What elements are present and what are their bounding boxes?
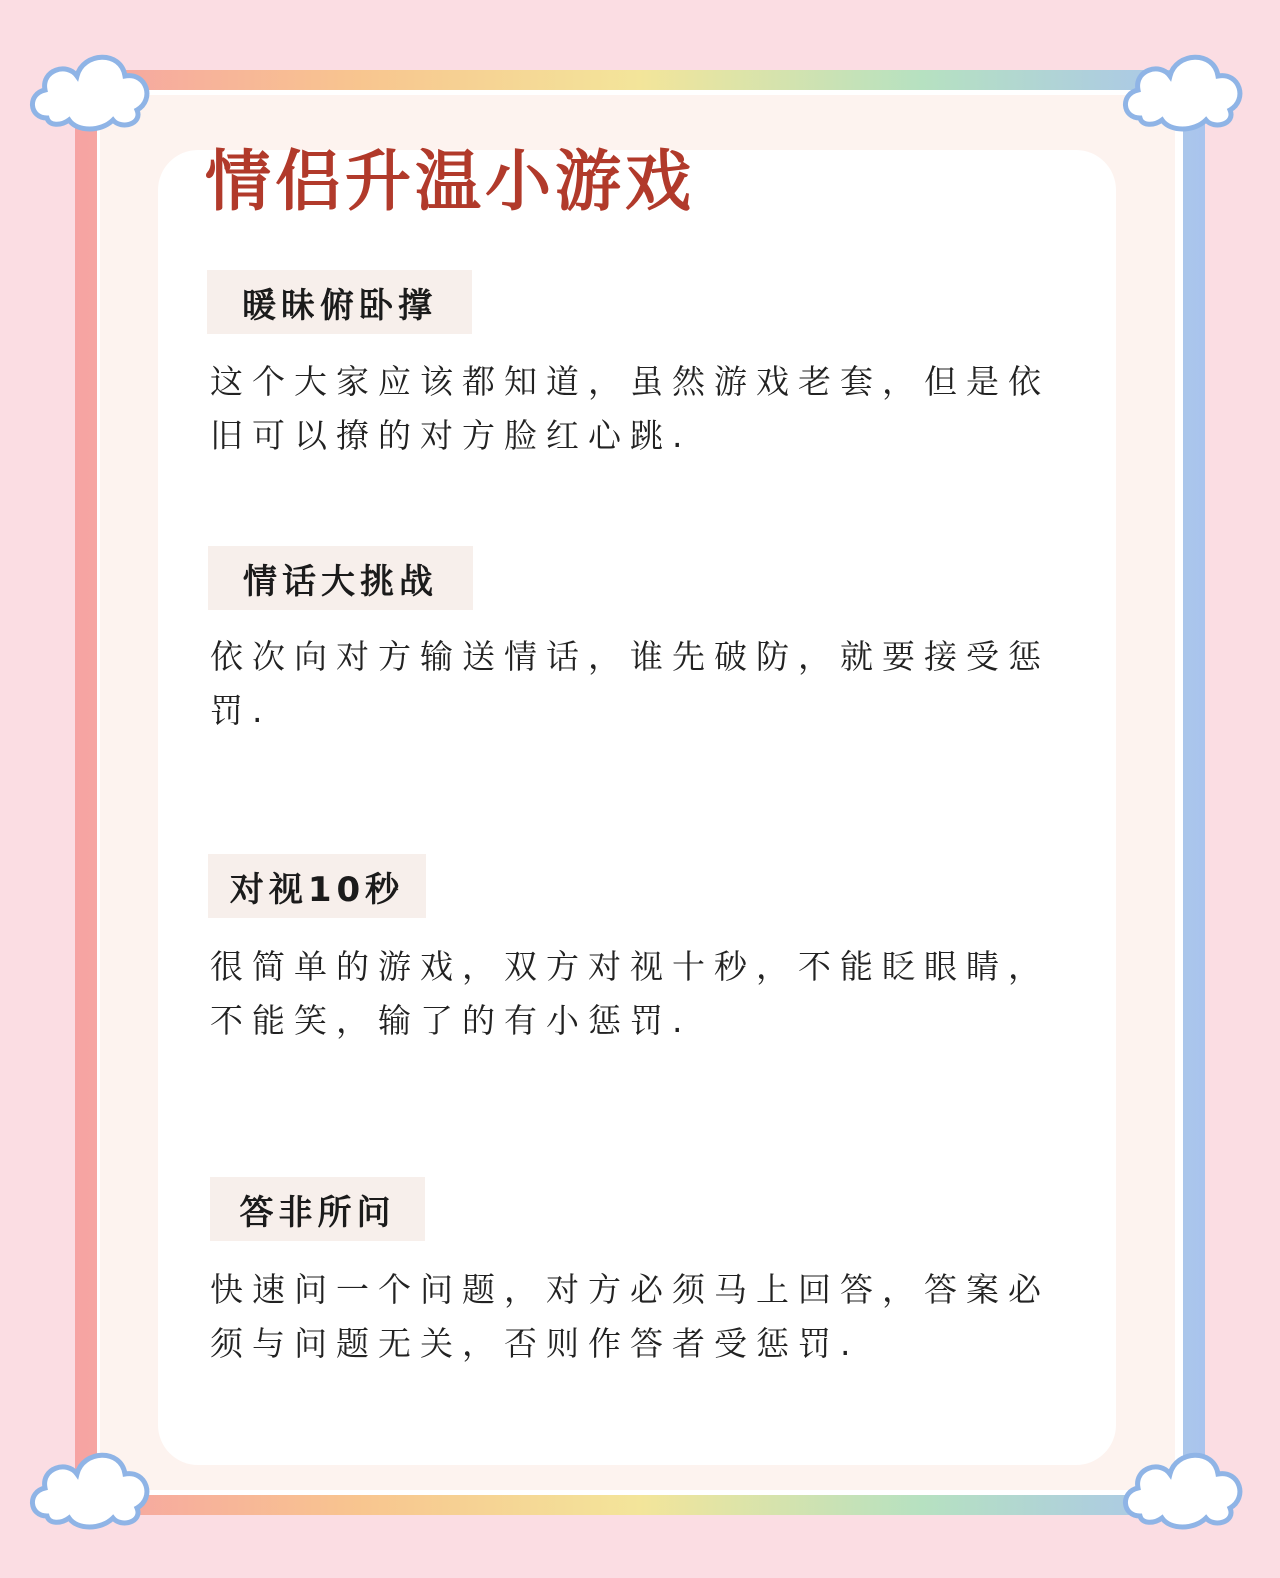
game-title-tag: 对视10秒 [208, 854, 426, 918]
game-description: 依次向对方输送情话，谁先破防，就要接受惩罚. [210, 637, 1050, 730]
game-title-tag: 情话大挑战 [208, 546, 473, 610]
game-description: 这个大家应该都知道，虽然游戏老套，但是依旧可以撩的对方脸红心跳. [210, 362, 1050, 455]
cloud-icon [25, 40, 155, 135]
game-title-tag: 暖昧俯卧撑 [207, 270, 472, 334]
cloud-icon [1118, 40, 1248, 135]
game-description: 快速问一个问题，对方必须马上回答，答案必须与问题无关，否则作答者受惩罚. [210, 1270, 1050, 1363]
game-description: 很简单的游戏，双方对视十秒，不能眨眼睛，不能笑，输了的有小惩罚. [210, 947, 1050, 1040]
game-title-tag: 答非所问 [210, 1177, 425, 1241]
cloud-icon [1118, 1438, 1248, 1533]
cloud-icon [25, 1438, 155, 1533]
page-title: 情侣升温小游戏 [205, 142, 695, 220]
